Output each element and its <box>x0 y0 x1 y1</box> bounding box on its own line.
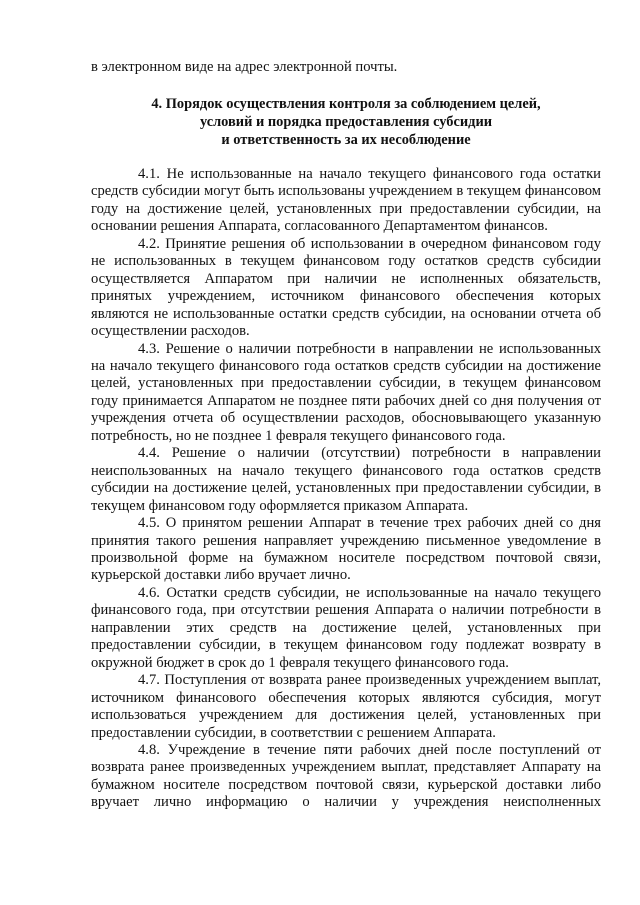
paragraph-4-5: 4.5. О принятом решении Аппарат в течение трех рабочих дней со дня принятия такого решения направляет учреждению письменное уведомление в произвольной форме на бумажном носителе посредством почтовой связи, курьерской доставки либо вручает лично. <box>91 515 601 584</box>
paragraph-4-8: 4.8. Учреждение в течение пяти рабочих дней после поступлений от возврата ранее произведенных учреждением выплат, представляет Аппарату на бумажном носителе посредством почтовой связи, курьерской доставки либо вручает лично информацию о наличии у учреждения неисполненных <box>91 741 601 811</box>
paragraph-4-4: 4.4. Решение о наличии (отсутствии) потребности в направлении неиспользованных на начало текущего финансового года остатков средств субсидии на достижение целей, установленных при предоставлении субсидии, в текущем финансовом году оформляется приказом Аппарата. <box>91 445 601 514</box>
heading-line: 4. Порядок осуществления контроля за соблюдением целей, <box>151 96 541 112</box>
intro-line: в электронном виде на адрес электронной почты. <box>91 59 398 75</box>
paragraph-4-7: 4.7. Поступления от возврата ранее произведенных учреждением выплат, источником финансового обеспечения которых являются субсидия, могут использоваться учреждением для достижения целей, установленных при предоставлении субсидии, в соответствии с решением Аппарата. <box>91 672 601 741</box>
heading-line: условий и порядка предоставления субсидии <box>199 114 493 130</box>
paragraph-4-6: 4.6. Остатки средств субсидии, не использованные на начало текущего финансового года, при отсутствии решения Аппарата о наличии потребности в направлении этих средств на достижение целей, установленных при предоставлении субсидии, в текущем финансовом году подлежат возврату в окружной бюджет в срок до 1 февраля текущего финансового года. <box>91 584 601 671</box>
heading-line: и ответственность за их несоблюдение <box>221 132 471 148</box>
section-body <box>91 166 601 812</box>
section-heading <box>91 95 601 149</box>
paragraph-4-2: 4.2. Принятие решения об использовании в очередном финансовом году не использованных в текущем финансовом году остатков средств субсидии осуществляется Аппаратом при наличии не исполненных обязательств, принятых учреждением, источником финансового обеспечения которых являются не использованные остатки средств субсидии, на основании отчета об осуществлении расходов. <box>91 235 601 340</box>
paragraph-4-3: 4.3. Решение о наличии потребности в направлении не использованных на начало текущего финансового года остатков средств субсидии на достижение целей, установленных при предоставлении субсидии, в текущем финансовом году принимается Аппаратом не позднее пяти рабочих дней со дня получения от учреждения отчета об осуществлении расходов, обосновывающего указанную потребность, но не позднее 1 февраля текущего финансового года. <box>91 340 601 444</box>
paragraph-4-1: 4.1. Не использованные на начало текущего финансового года остатки средств субсидии могут быть использованы учреждением в текущем финансовом году на достижение целей, установленных при предоставлении субсидии, на основании решения Аппарата, согласованного Департаментом финансов. <box>91 166 601 235</box>
